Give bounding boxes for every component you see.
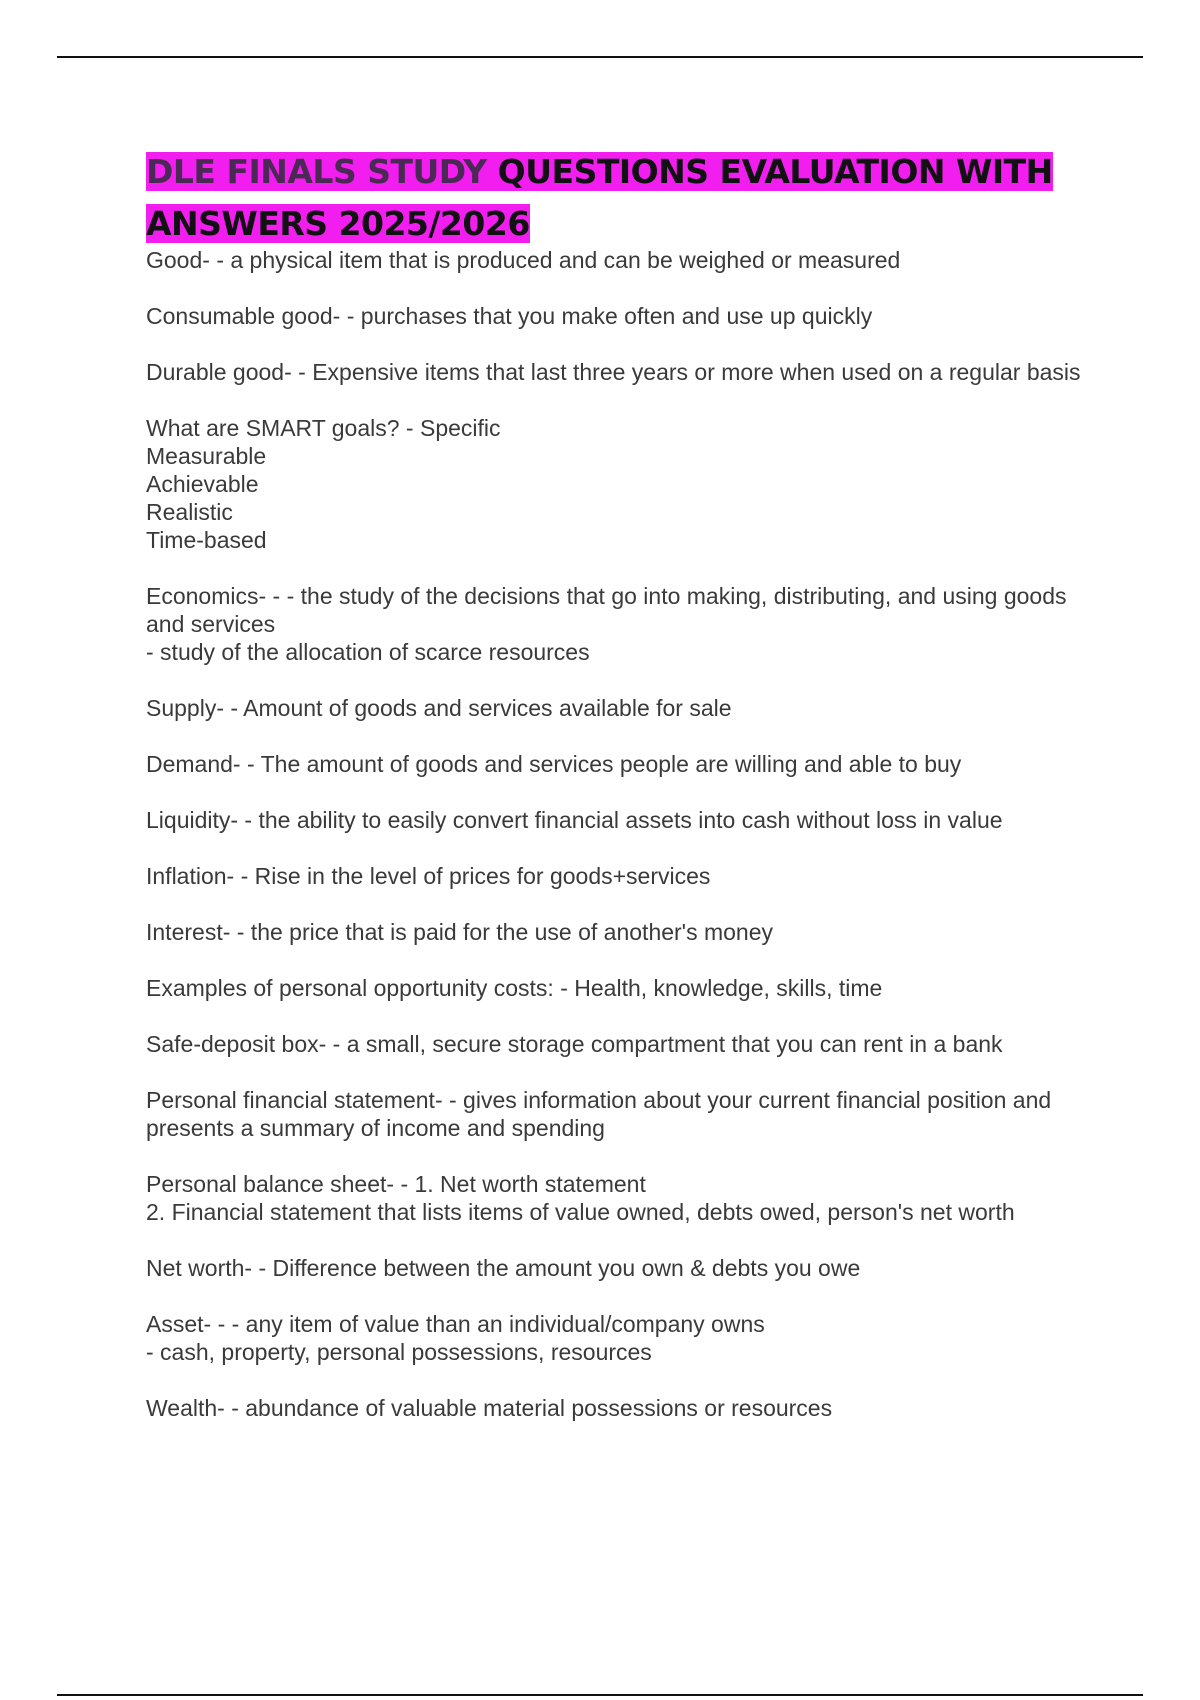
entry-personal-balance-sheet: Personal balance sheet- - 1. Net worth statement 2. Financial statement that lists items of value owned, debts owed, person's net worth	[146, 1171, 1015, 1225]
entry-inflation: Inflation- - Rise in the level of prices for goods+services	[146, 863, 711, 889]
entry-smart-goals: What are SMART goals? - Specific Measurable Achievable Realistic Time-based	[146, 415, 501, 553]
top-rule	[57, 56, 1143, 58]
entry-asset: Asset- - - any item of value than an individual/company owns - cash, property, personal possessions, resources	[146, 1311, 765, 1365]
entry-opportunity-costs: Examples of personal opportunity costs: - Health, knowledge, skills, time	[146, 975, 883, 1001]
entry-demand: Demand- - The amount of goods and services people are willing and able to buy	[146, 751, 962, 777]
title-highlight	[146, 152, 1053, 243]
entry-safe-deposit-box: Safe-deposit box- - a small, secure storage compartment that you can rent in a bank	[146, 1031, 1003, 1057]
bottom-rule	[57, 1694, 1143, 1696]
title-part-2: QUESTIONS EVALUATION WITH ANSWERS 2025/2026	[146, 152, 1053, 243]
entry-economics: Economics- - - the study of the decisions that go into making, distributing, and using goods and services - study of the allocation of scarce resources	[146, 583, 1067, 665]
entry-good: Good- - a physical item that is produced and can be weighed or measured	[146, 247, 901, 273]
entry-consumable-good: Consumable good- - purchases that you make often and use up quickly	[146, 303, 873, 329]
document-page	[146, 146, 1096, 1450]
entry-durable-good: Durable good- - Expensive items that last three years or more when used on a regular basis	[146, 359, 1081, 385]
entry-interest: Interest- - the price that is paid for the use of another's money	[146, 919, 773, 945]
entry-personal-financial-statement: Personal financial statement- - gives information about your current financial position and presents a summary of income and spending	[146, 1087, 1052, 1141]
entry-wealth: Wealth- - abundance of valuable material possessions or resources	[146, 1395, 833, 1421]
document-title	[146, 146, 1096, 250]
entry-supply: Supply- - Amount of goods and services available for sale	[146, 695, 732, 721]
entry-liquidity: Liquidity- - the ability to easily convert financial assets into cash without loss in value	[146, 807, 1003, 833]
entry-net-worth: Net worth- - Difference between the amount you own & debts you owe	[146, 1255, 861, 1281]
entries-list	[146, 246, 1096, 1422]
title-part-1: DLE FINALS STUDY	[146, 152, 498, 191]
